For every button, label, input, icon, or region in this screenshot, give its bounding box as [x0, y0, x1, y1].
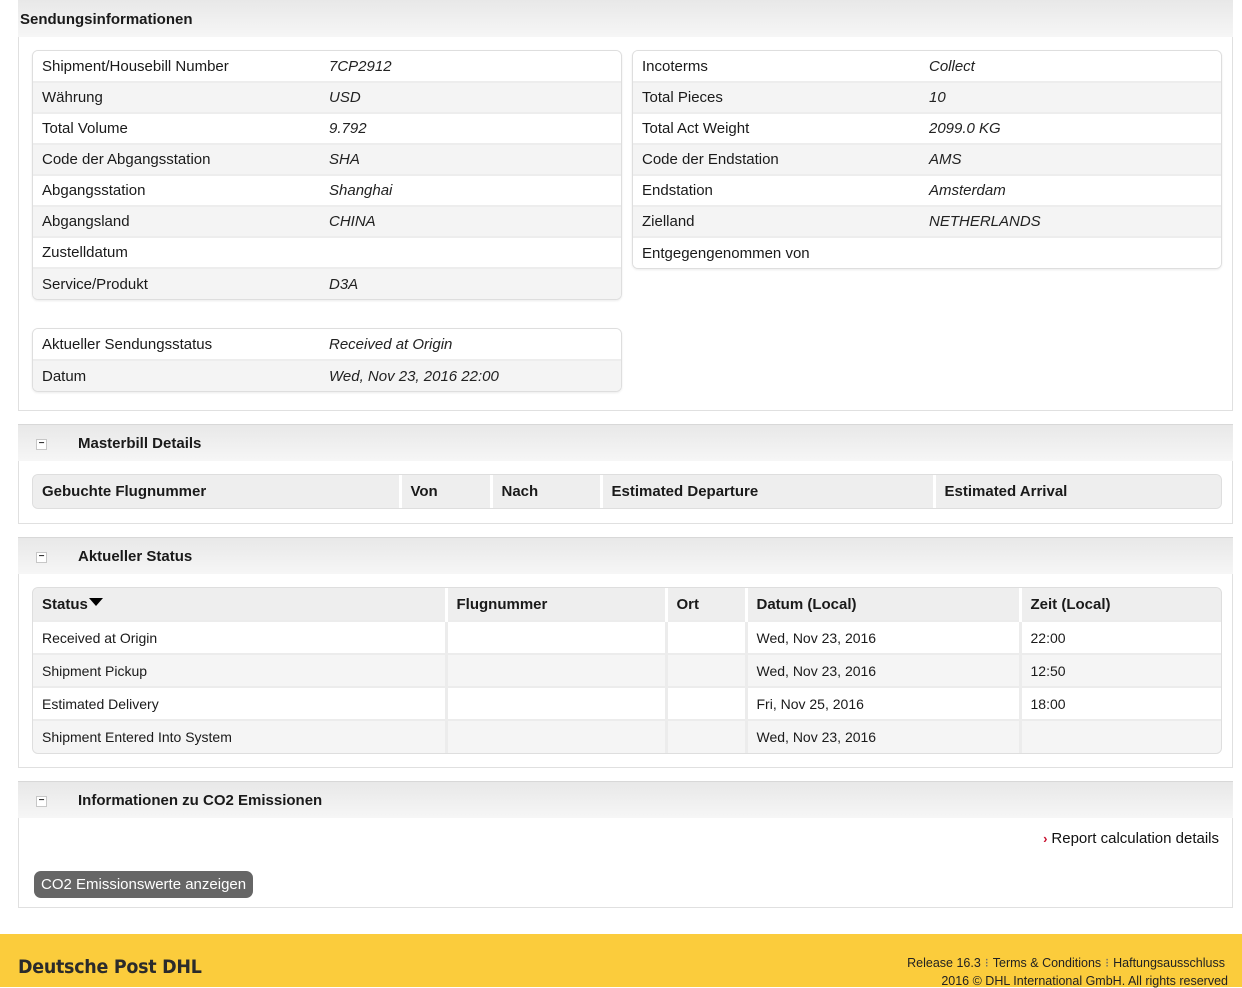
kv-value: CHINA	[320, 206, 621, 237]
kv-value: AMS	[920, 144, 1221, 175]
shipment-status-table	[33, 329, 621, 391]
masterbill-table-box	[32, 474, 1222, 509]
kv-value: Collect	[920, 51, 1221, 82]
collapse-co2-icon[interactable]: −	[36, 796, 47, 807]
kv-value: 2099.0 KG	[920, 113, 1221, 144]
table-row	[33, 654, 1221, 687]
kv-value: Received at Origin	[320, 329, 621, 360]
shipment-left-table	[33, 51, 621, 299]
cell-status: Shipment Entered Into System	[33, 720, 446, 753]
col-to[interactable]: Nach	[491, 475, 601, 508]
kv-label: Währung	[33, 82, 320, 113]
kv-row	[33, 51, 621, 82]
current-status-header[interactable]	[18, 537, 1233, 574]
kv-value: USD	[320, 82, 621, 113]
shipment-details-right	[632, 50, 1222, 269]
col-status[interactable]	[33, 588, 446, 621]
col-status-label: Status	[42, 595, 88, 613]
kv-label: Entgegengenommen von	[633, 237, 920, 268]
kv-value: 9.792	[320, 113, 621, 144]
kv-row	[33, 360, 621, 391]
col-from[interactable]: Von	[400, 475, 491, 508]
kv-value: Shanghai	[320, 175, 621, 206]
masterbill-panel	[18, 461, 1233, 524]
cell-date: Wed, Nov 23, 2016	[746, 621, 1020, 654]
table-row	[33, 687, 1221, 720]
cell-time: 18:00	[1020, 687, 1221, 720]
collapse-status-icon[interactable]: −	[36, 552, 47, 563]
table-row	[33, 621, 1221, 654]
kv-row	[33, 329, 621, 360]
kv-row	[633, 144, 1221, 175]
kv-row	[633, 206, 1221, 237]
kv-row	[633, 175, 1221, 206]
co2-header[interactable]	[18, 781, 1233, 818]
cell-flight-number	[446, 720, 666, 753]
shipment-info-header	[18, 0, 1233, 37]
kv-value	[320, 237, 621, 268]
kv-value: 7CP2912	[320, 51, 621, 82]
kv-label: Abgangsstation	[33, 175, 320, 206]
kv-value: SHA	[320, 144, 621, 175]
kv-row	[633, 82, 1221, 113]
co2-panel	[18, 818, 1233, 908]
cell-flight-number	[446, 654, 666, 687]
kv-row	[33, 237, 621, 268]
kv-value	[920, 237, 1221, 268]
current-status-title: Aktueller Status	[78, 548, 193, 565]
col-time-local[interactable]: Zeit (Local)	[1020, 588, 1221, 621]
shipment-info-title: Sendungsinformationen	[20, 11, 193, 28]
kv-label: Total Volume	[33, 113, 320, 144]
kv-row	[33, 268, 621, 299]
col-flight-number[interactable]: Flugnummer	[446, 588, 666, 621]
footer	[0, 934, 1242, 987]
cell-date: Wed, Nov 23, 2016	[746, 720, 1020, 753]
kv-label: Total Pieces	[633, 82, 920, 113]
kv-label: Endstation	[633, 175, 920, 206]
kv-value: Amsterdam	[920, 175, 1221, 206]
col-estimated-arrival[interactable]: Estimated Arrival	[934, 475, 1221, 508]
cell-status: Shipment Pickup	[33, 654, 446, 687]
masterbill-header[interactable]	[18, 424, 1233, 461]
kv-row	[633, 113, 1221, 144]
co2-title: Informationen zu CO2 Emissionen	[78, 792, 323, 809]
cell-time	[1020, 720, 1221, 753]
kv-row	[633, 237, 1221, 268]
terms-link[interactable]: Terms & Conditions	[992, 956, 1102, 970]
col-location[interactable]: Ort	[666, 588, 746, 621]
kv-row	[33, 82, 621, 113]
kv-label: Incoterms	[633, 51, 920, 82]
kv-value: 10	[920, 82, 1221, 113]
shipment-info-panel	[18, 37, 1233, 411]
kv-row	[33, 144, 621, 175]
kv-row	[33, 206, 621, 237]
kv-row	[633, 51, 1221, 82]
kv-row	[33, 113, 621, 144]
masterbill-title: Masterbill Details	[78, 435, 202, 452]
kv-label: Abgangsland	[33, 206, 320, 237]
kv-label: Zielland	[633, 206, 920, 237]
cell-location	[666, 720, 746, 753]
separator: ⁝	[984, 956, 989, 970]
cell-time: 12:50	[1020, 654, 1221, 687]
kv-label: Code der Endstation	[633, 144, 920, 175]
cell-flight-number	[446, 621, 666, 654]
kv-value: Wed, Nov 23, 2016 22:00	[320, 360, 621, 391]
masterbill-table	[33, 475, 1221, 508]
kv-label: Shipment/Housebill Number	[33, 51, 320, 82]
col-date-local[interactable]: Datum (Local)	[746, 588, 1020, 621]
shipment-status-box	[32, 328, 622, 392]
chevron-right-icon: ›	[1043, 831, 1048, 846]
footer-links	[907, 955, 1225, 970]
cell-location	[666, 621, 746, 654]
cell-date: Wed, Nov 23, 2016	[746, 654, 1020, 687]
shipment-details-left	[32, 50, 622, 300]
col-booked-flight[interactable]: Gebuchte Flugnummer	[33, 475, 400, 508]
release-label: Release 16.3	[907, 956, 981, 970]
kv-label: Aktueller Sendungsstatus	[33, 329, 320, 360]
collapse-masterbill-icon[interactable]: −	[36, 439, 47, 450]
status-table	[33, 588, 1221, 753]
kv-label: Datum	[33, 360, 320, 391]
sort-desc-icon[interactable]	[89, 598, 103, 606]
kv-label: Service/Produkt	[33, 268, 320, 299]
cell-location	[666, 687, 746, 720]
report-calculation-label: Report calculation details	[1051, 830, 1219, 847]
col-estimated-departure[interactable]: Estimated Departure	[601, 475, 934, 508]
deutsche-post-dhl-logo[interactable]: Deutsche Post DHL	[18, 956, 202, 978]
status-table-box	[32, 587, 1222, 754]
cell-flight-number	[446, 687, 666, 720]
kv-label: Total Act Weight	[633, 113, 920, 144]
show-co2-button[interactable]: CO2 Emissionswerte anzeigen	[34, 871, 253, 898]
kv-value: D3A	[320, 268, 621, 299]
cell-status: Estimated Delivery	[33, 687, 446, 720]
current-status-panel	[18, 574, 1233, 768]
table-row	[33, 720, 1221, 753]
kv-label: Zustelldatum	[33, 237, 320, 268]
shipment-right-table	[633, 51, 1221, 268]
cell-status: Received at Origin	[33, 621, 446, 654]
cell-time: 22:00	[1020, 621, 1221, 654]
liability-link[interactable]: Haftungsausschluss	[1113, 956, 1225, 970]
report-calculation-link[interactable]	[1043, 830, 1219, 847]
kv-value: NETHERLANDS	[920, 206, 1221, 237]
cell-date: Fri, Nov 25, 2016	[746, 687, 1020, 720]
kv-row	[33, 175, 621, 206]
kv-label: Code der Abgangsstation	[33, 144, 320, 175]
cell-location	[666, 654, 746, 687]
separator: ⁝	[1105, 956, 1110, 970]
copyright: 2016 © DHL International GmbH. All rights reserved	[941, 974, 1228, 988]
